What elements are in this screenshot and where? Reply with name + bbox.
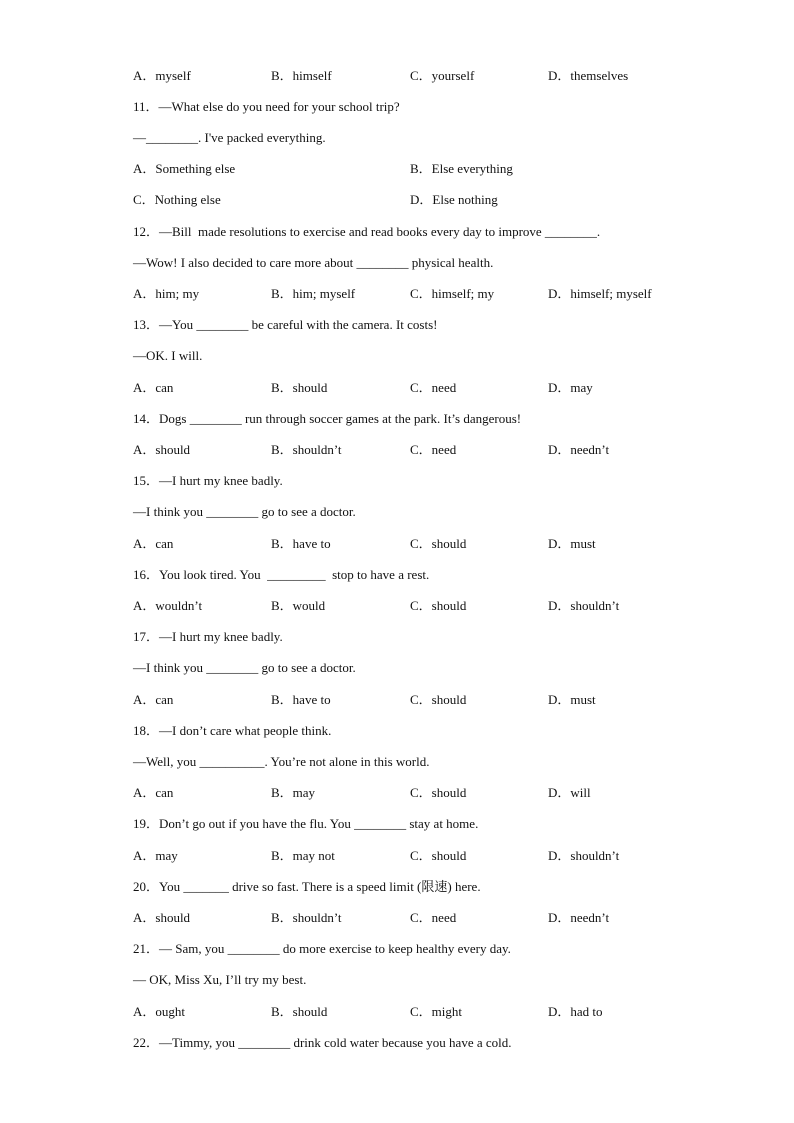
q12-option-c: C．himself; my [410, 286, 495, 301]
q21-option-b: B．should [271, 1004, 328, 1019]
q19-option-c: C．should [410, 848, 467, 863]
q13-option-c: C．need [410, 380, 457, 395]
q16-option-d: D．shouldn’t [548, 598, 620, 613]
q13-option-d: D．may [548, 380, 593, 395]
q15-option-b: B．have to [271, 536, 331, 551]
q20-option-b: B．shouldn’t [271, 910, 342, 925]
q14-option-a: A．should [133, 442, 191, 457]
q12-reply: —Wow! I also decided to care more about ________ physical health. [133, 255, 494, 270]
q10-option-c: C．yourself [410, 68, 475, 83]
q21-option-a: A．ought [133, 1004, 186, 1019]
q20-stem: 20．You _______ drive so fast. There is a speed limit (限速) here. [133, 879, 481, 894]
q18-option-b: B．may [271, 785, 316, 800]
q19-option-b: B．may not [271, 848, 335, 863]
q12-option-d: D．himself; myself [548, 286, 652, 301]
q11-reply: —________. I've packed everything. [133, 130, 326, 145]
q16-option-c: C．should [410, 598, 467, 613]
q13-reply: —OK. I will. [133, 348, 203, 363]
q16-option-b: B．would [271, 598, 326, 613]
q16-stem: 16．You look tired. You _________ stop to have a rest. [133, 567, 430, 582]
q20-option-d: D．needn’t [548, 910, 610, 925]
q17-stem: 17．—I hurt my knee badly. [133, 629, 283, 644]
q20-option-a: A．should [133, 910, 191, 925]
q11-stem: 11．—What else do you need for your school trip? [133, 99, 400, 114]
q22-stem: 22．—Timmy, you ________ drink cold water because you have a cold. [133, 1035, 512, 1050]
q21-stem: 21．— Sam, you ________ do more exercise to keep healthy every day. [133, 941, 511, 956]
q21-option-d: D．had to [548, 1004, 603, 1019]
q19-stem: 19．Don’t go out if you have the flu. You ________ stay at home. [133, 816, 479, 831]
q19-option-a: A．may [133, 848, 178, 863]
q11-option-d: D．Else nothing [410, 192, 498, 207]
q11-option-b: B．Else everything [410, 161, 513, 176]
q10-option-a: A．myself [133, 68, 191, 83]
q15-reply: —I think you ________ go to see a doctor. [133, 504, 356, 519]
q14-stem: 14．Dogs ________ run through soccer games at the park. It’s dangerous! [133, 411, 522, 426]
q15-option-a: A．can [133, 536, 174, 551]
q20-option-c: C．need [410, 910, 457, 925]
q18-option-a: A．can [133, 785, 174, 800]
q14-option-d: D．needn’t [548, 442, 610, 457]
q14-option-b: B．shouldn’t [271, 442, 342, 457]
q16-option-a: A．wouldn’t [133, 598, 203, 613]
q21-reply: — OK, Miss Xu, I’ll try my best. [133, 972, 307, 987]
q18-stem: 18．—I don’t care what people think. [133, 723, 332, 738]
q12-stem: 12．—Bill made resolutions to exercise and read books every day to improve ________. [133, 224, 601, 239]
q15-stem: 15．—I hurt my knee badly. [133, 473, 283, 488]
q10-option-b: B．himself [271, 68, 332, 83]
q10-option-d: D．themselves [548, 68, 629, 83]
q17-reply: —I think you ________ go to see a doctor. [133, 660, 356, 675]
q17-option-d: D．must [548, 692, 596, 707]
q17-option-a: A．can [133, 692, 174, 707]
q11-option-a: A．Something else [133, 161, 236, 176]
q18-option-c: C．should [410, 785, 467, 800]
q18-option-d: D．will [548, 785, 591, 800]
q18-reply: —Well, you __________. You’re not alone in this world. [133, 754, 430, 769]
q15-option-d: D．must [548, 536, 596, 551]
q15-option-c: C．should [410, 536, 467, 551]
q21-option-c: C．might [410, 1004, 463, 1019]
q13-stem: 13．—You ________ be careful with the camera. It costs! [133, 317, 438, 332]
q13-option-b: B．should [271, 380, 328, 395]
q19-option-d: D．shouldn’t [548, 848, 620, 863]
q12-option-b: B．him; myself [271, 286, 356, 301]
q17-option-c: C．should [410, 692, 467, 707]
q14-option-c: C．need [410, 442, 457, 457]
q11-option-c: C．Nothing else [133, 192, 221, 207]
q17-option-b: B．have to [271, 692, 331, 707]
q13-option-a: A．can [133, 380, 174, 395]
q12-option-a: A．him; my [133, 286, 200, 301]
